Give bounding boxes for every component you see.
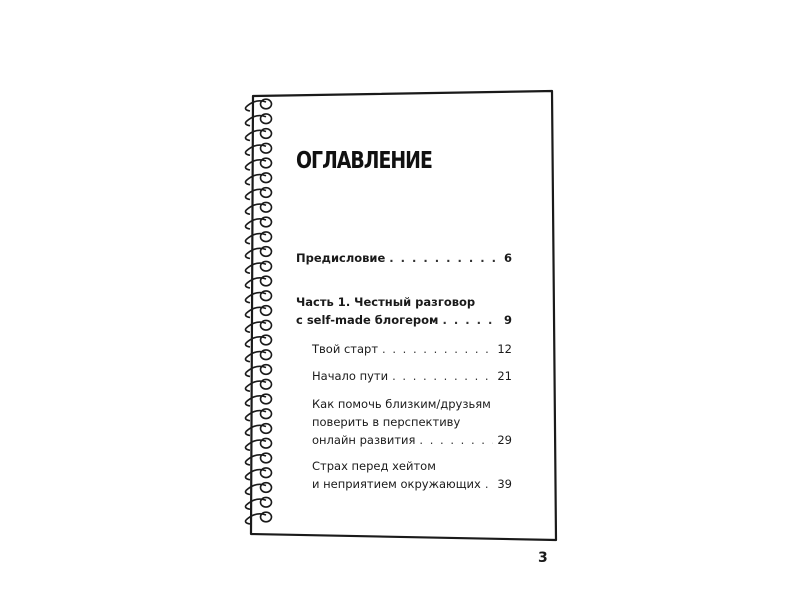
- toc-entry-label: с self-made блогером: [296, 313, 439, 327]
- spiral-wire-tail: [246, 181, 251, 185]
- spiral-wire-tail: [246, 358, 251, 362]
- toc-entry-label: онлайн развития: [312, 433, 416, 447]
- toc-entry-page: 6: [503, 251, 512, 265]
- spiral-wire-tail: [246, 255, 251, 259]
- spiral-wire-tail: [246, 373, 251, 377]
- spiral-wire-tail: [246, 505, 251, 509]
- toc-entry-page: 29: [497, 433, 512, 447]
- spiral-wire-tail: [246, 491, 251, 495]
- toc-entry-label: Начало пути: [312, 369, 389, 383]
- toc-entry-label: Как помочь близким/друзьям: [312, 397, 491, 411]
- toc-entry-sub2[interactable]: [312, 367, 512, 385]
- spiral-wire-tail: [246, 196, 251, 200]
- toc-entry-preface[interactable]: [296, 249, 512, 267]
- spiral-wire-tail: [246, 402, 251, 406]
- leader-dots: [442, 311, 500, 329]
- page-title: ОГЛАВЛЕНИЕ: [296, 148, 432, 174]
- leader-dots: [389, 249, 500, 267]
- toc-entry-page: 39: [497, 477, 512, 491]
- spiral-wire-tail: [246, 151, 251, 155]
- spiral-wire-tail: [246, 299, 251, 303]
- toc-entry-sub1[interactable]: [312, 340, 512, 358]
- toc-entry-page: 21: [497, 369, 512, 383]
- leader-dots: [382, 340, 493, 358]
- spiral-wire-tail: [246, 284, 251, 288]
- spiral-wire-tail: [246, 387, 251, 391]
- spiral-wire-tail: [246, 417, 251, 421]
- spiral-wire-tail: [246, 240, 251, 244]
- toc-entry-page: 12: [497, 342, 512, 356]
- leader-dots: [392, 367, 493, 385]
- toc-entry-part1[interactable]: [296, 293, 512, 329]
- page-number: 3: [538, 550, 548, 566]
- toc-entry-label: Страх перед хейтом: [312, 459, 436, 473]
- toc-entry-sub3[interactable]: [312, 395, 512, 449]
- spiral-wire-tail: [246, 314, 251, 318]
- spiral-wire-tail: [246, 461, 251, 465]
- spiral-wire-tail: [246, 225, 251, 229]
- toc-entry-label: и неприятием окружающих: [312, 477, 481, 491]
- spiral-wire-tail: [246, 166, 251, 170]
- spiral-wire-tail: [246, 269, 251, 273]
- spiral-wire-tail: [246, 122, 251, 126]
- toc-entry-label: Часть 1. Честный разговор: [296, 295, 476, 309]
- spiral-wire-tail: [246, 476, 251, 480]
- toc-entry-label: Твой старт: [312, 342, 379, 356]
- toc-entry-label: поверить в перспективу: [312, 415, 461, 429]
- spiral-wire-tail: [246, 343, 251, 347]
- toc-entry-label: Предисловие: [296, 251, 386, 265]
- spiral-wire-tail: [246, 107, 251, 111]
- spiral-wire-tail: [246, 446, 251, 450]
- spiral-wire-tail: [246, 137, 251, 141]
- toc-entry-sub4[interactable]: [312, 457, 512, 493]
- toc-entry-page: 9: [503, 313, 512, 327]
- spiral-wire-tail: [246, 520, 251, 524]
- leader-dots: [485, 475, 494, 493]
- spiral-wire-tail: [246, 210, 251, 214]
- spiral-wire-tail: [246, 432, 251, 436]
- leader-dots: [419, 431, 493, 449]
- spiral-wire-tail: [246, 328, 251, 332]
